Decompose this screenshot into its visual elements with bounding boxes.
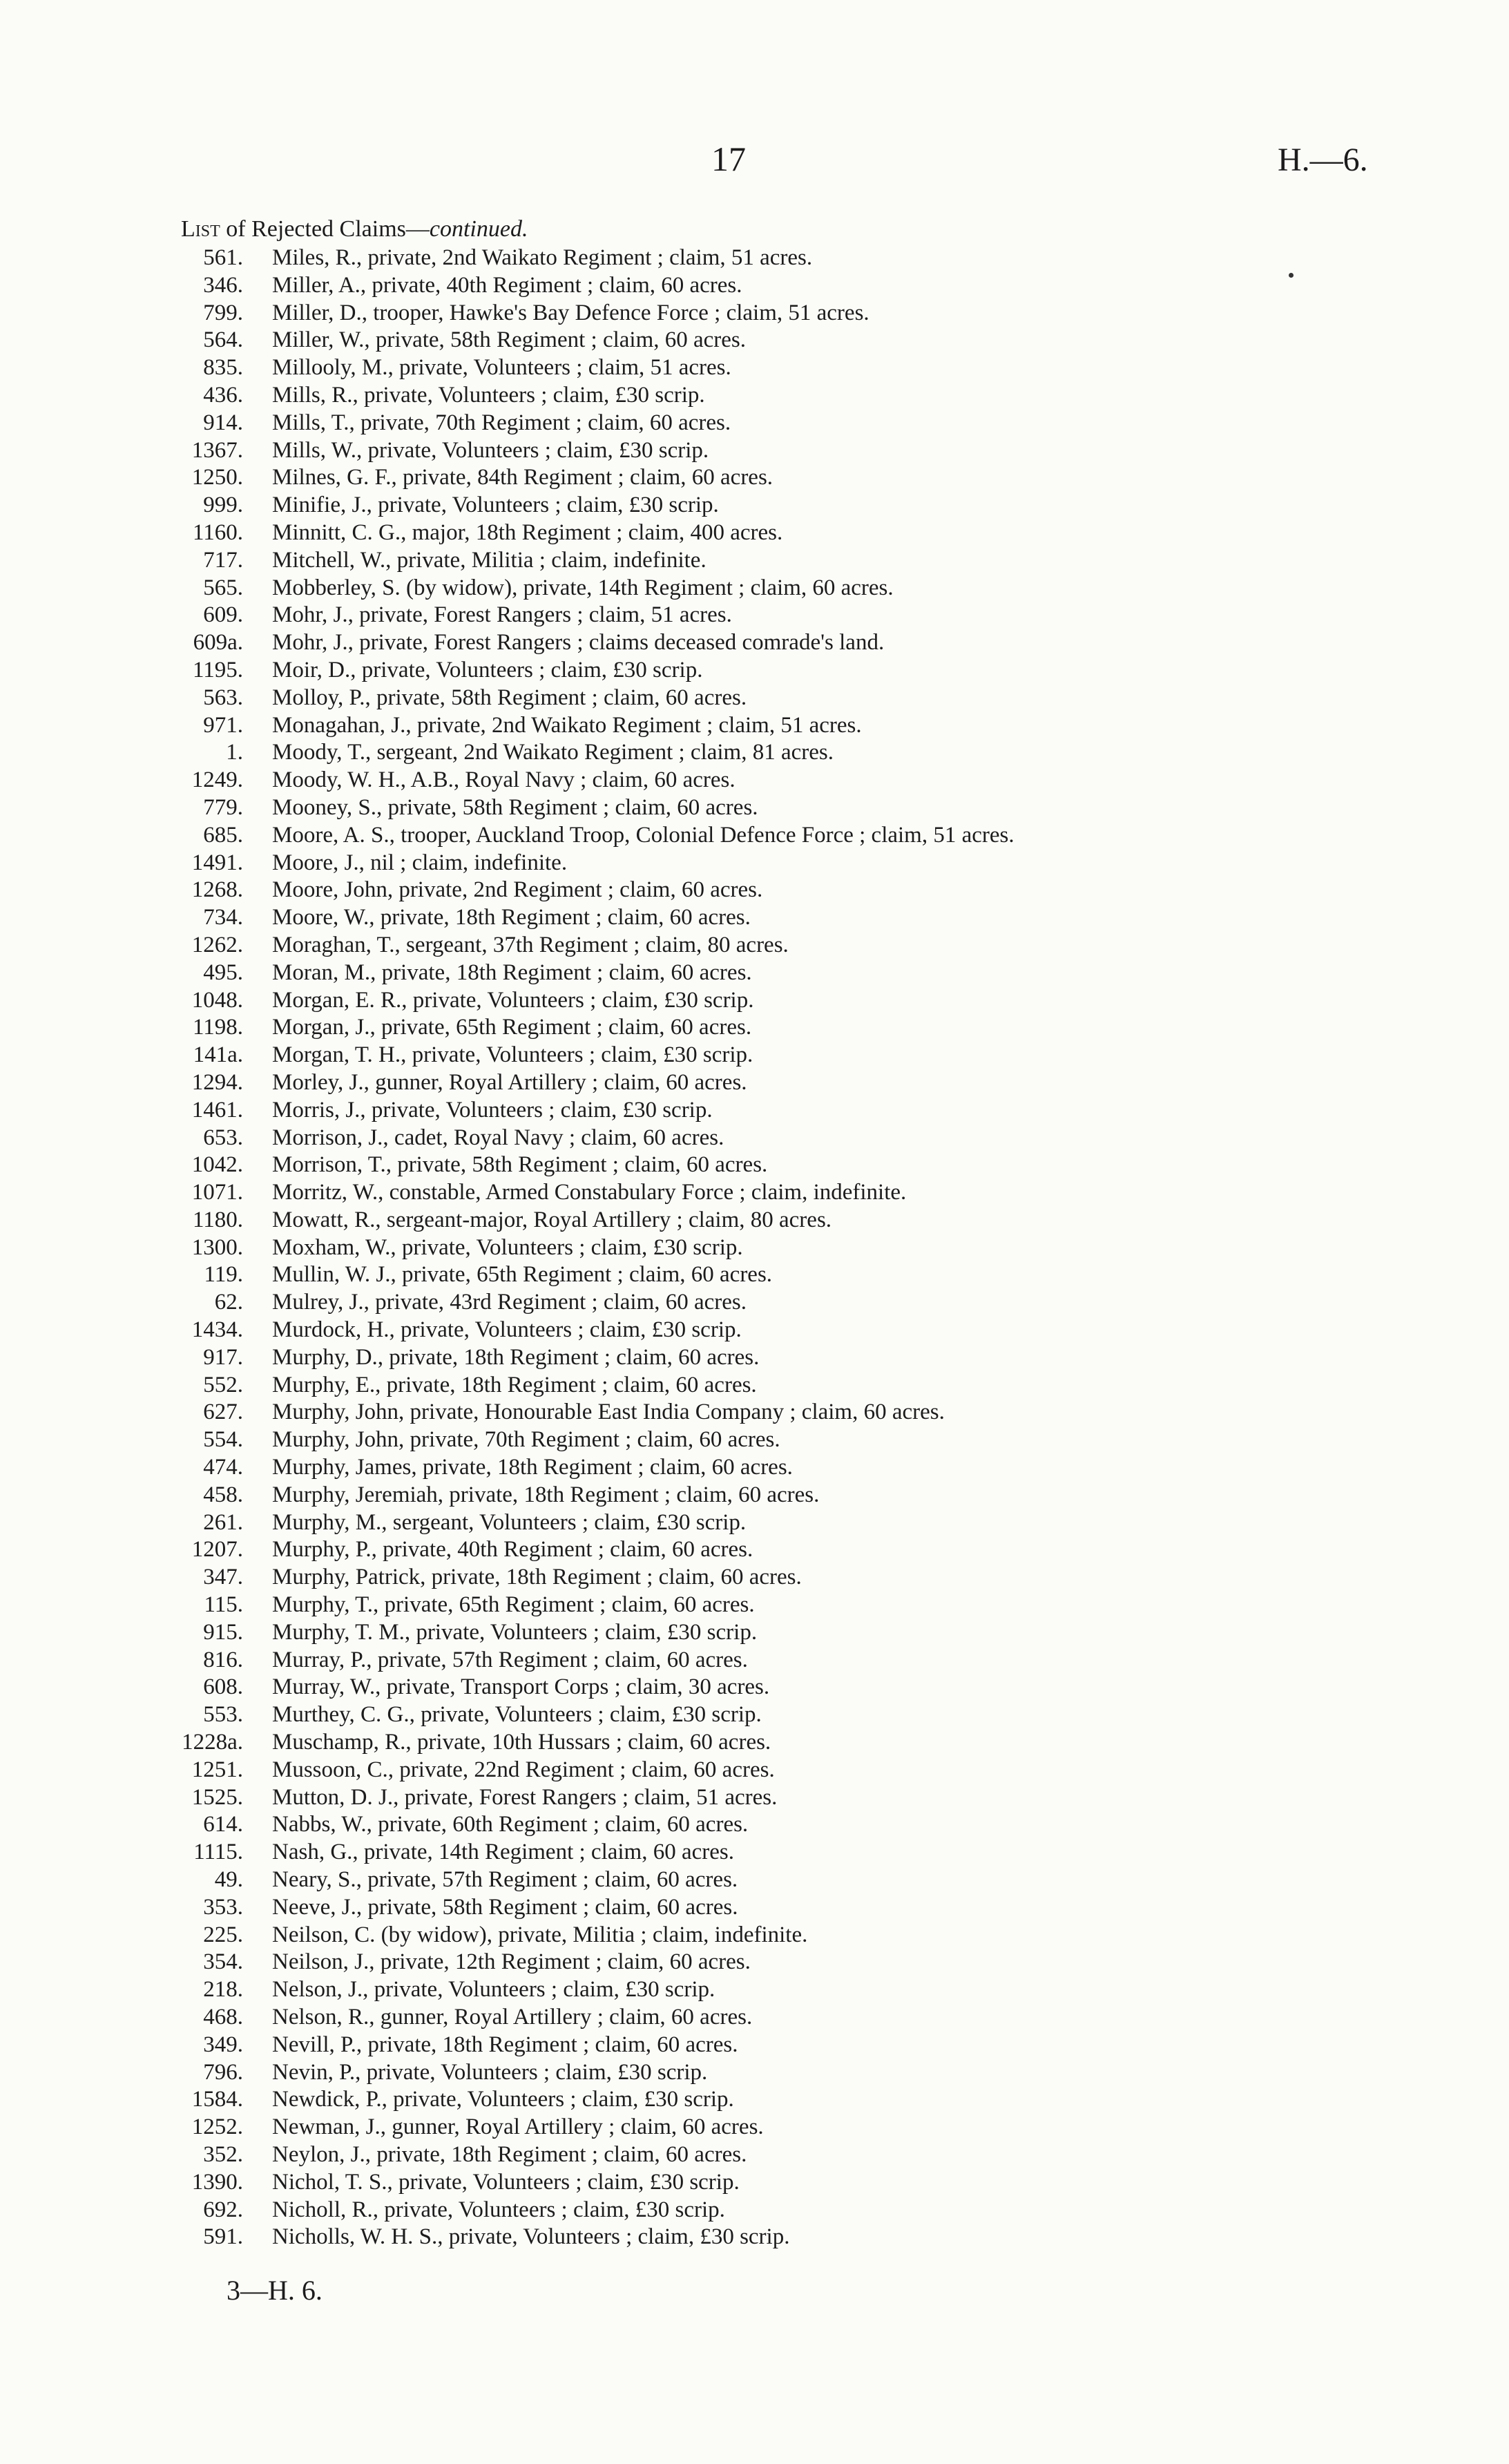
claim-text: Neary, S., private, 57th Regiment ; claim, 60 acres. (272, 1867, 738, 1893)
claim-entry (166, 1592, 1478, 1619)
claim-text: Neeve, J., private, 58th Regiment ; claim, 60 acres. (272, 1894, 738, 1920)
claim-number: 799. (203, 300, 243, 325)
claim-number: 563. (203, 685, 243, 710)
claim-number: 999. (203, 493, 243, 518)
claim-number: 835. (203, 355, 243, 381)
claim-text: Moody, W. H., A.B., Royal Navy ; claim, 60 acres. (272, 767, 736, 793)
claim-entry (166, 959, 1478, 987)
claim-text: Moody, T., sergeant, 2nd Waikato Regiment ; claim, 81 acres. (272, 740, 834, 765)
claim-text: Mulrey, J., private, 43rd Regiment ; claim, 60 acres. (272, 1290, 747, 1315)
claim-text: Murphy, D., private, 18th Regiment ; claim, 60 acres. (272, 1344, 760, 1370)
claim-text: Neylon, J., private, 18th Regiment ; claim, 60 acres. (272, 2141, 747, 2167)
claim-text: Minifie, J., private, Volunteers ; claim, £30 scrip. (272, 493, 719, 518)
claim-entry (166, 794, 1478, 822)
claim-entry (166, 822, 1478, 850)
claim-entry (166, 1701, 1478, 1729)
claim-number: 1252. (191, 2114, 243, 2140)
claim-number: 436. (203, 382, 243, 408)
claim-text: Miller, W., private, 58th Regiment ; claim, 60 acres. (272, 327, 747, 353)
claim-number: 914. (203, 410, 243, 435)
claim-text: Molloy, P., private, 58th Regiment ; claim, 60 acres. (272, 685, 747, 710)
claim-entry (166, 1619, 1478, 1647)
claim-number: 553. (203, 1702, 243, 1728)
claim-entry (166, 1261, 1478, 1289)
claim-number: 349. (203, 2032, 243, 2057)
claim-number: 1198. (192, 1015, 243, 1040)
claim-number: 474. (203, 1455, 243, 1480)
claim-entry (166, 1317, 1478, 1344)
claim-number: 796. (203, 2059, 243, 2085)
claim-number: 353. (203, 1894, 243, 1920)
claim-text: Morrison, T., private, 58th Regiment ; claim, 60 acres. (272, 1152, 768, 1178)
claim-text: Moran, M., private, 18th Regiment ; claim, 60 acres. (272, 959, 752, 985)
list-heading-continued: continued. (429, 216, 528, 242)
claim-text: Nelson, R., gunner, Royal Artillery ; claim, 60 acres. (272, 2005, 753, 2030)
claim-entry (166, 739, 1478, 767)
claim-number: 734. (203, 905, 243, 930)
claim-entry (166, 1729, 1478, 1757)
claim-entry (166, 1042, 1478, 1069)
claim-text: Mills, W., private, Volunteers ; claim, £30 scrip. (272, 437, 709, 463)
claim-entry (166, 1509, 1478, 1537)
claim-entry (166, 2114, 1478, 2141)
claim-entry (166, 547, 1478, 575)
claim-number: 1048. (191, 987, 243, 1013)
claim-entry (166, 2169, 1478, 2197)
claim-number: 1390. (191, 2169, 243, 2195)
claim-text: Murphy, T., private, 65th Regiment ; claim, 60 acres. (272, 1592, 755, 1618)
claim-entry (166, 410, 1478, 437)
claim-entry (166, 1372, 1478, 1400)
claim-text: Mills, T., private, 70th Regiment ; claim, 60 acres. (272, 410, 731, 435)
claim-number: 816. (203, 1647, 243, 1672)
claim-number: 1262. (191, 932, 243, 957)
claim-number: 1249. (191, 767, 243, 793)
claim-entry (166, 1866, 1478, 1894)
claim-text: Moore, John, private, 2nd Regiment ; claim, 60 acres. (272, 877, 763, 903)
claim-text: Murphy, Patrick, private, 18th Regiment ; claim, 60 acres. (272, 1565, 802, 1590)
claim-number: 1160. (192, 519, 243, 545)
claim-number: 1042. (191, 1152, 243, 1178)
claim-text: Morritz, W., constable, Armed Constabulary Force ; claim, indefinite. (272, 1180, 907, 1205)
claim-number: 565. (203, 575, 243, 600)
claim-entry (166, 2224, 1478, 2251)
claim-entry (166, 1207, 1478, 1234)
claim-text: Mills, R., private, Volunteers ; claim, £30 scrip. (272, 382, 705, 408)
claim-number: 1071. (191, 1180, 243, 1205)
claim-entry (166, 1152, 1478, 1179)
claim-entry (166, 1564, 1478, 1592)
claim-entry (166, 1426, 1478, 1454)
claim-text: Nichol, T. S., private, Volunteers ; claim, £30 scrip. (272, 2169, 740, 2195)
list-heading-text: of Rejected Claims— (220, 216, 430, 242)
claim-entry (166, 932, 1478, 959)
claim-entry (166, 382, 1478, 410)
claim-number: 1250. (191, 465, 243, 490)
claim-text: Milnes, G. F., private, 84th Regiment ; claim, 60 acres. (272, 465, 773, 490)
claim-text: Murphy, M., sergeant, Volunteers ; claim, £30 scrip. (272, 1509, 747, 1535)
claim-entry (166, 657, 1478, 685)
claim-number: 1461. (191, 1097, 243, 1123)
claim-number: 653. (203, 1125, 243, 1150)
claim-text: Nevill, P., private, 18th Regiment ; claim, 60 acres. (272, 2032, 738, 2057)
claim-number: 495. (203, 959, 243, 985)
claim-entry (166, 987, 1478, 1015)
claim-entry (166, 1647, 1478, 1674)
claim-number: 458. (203, 1482, 243, 1507)
claim-text: Morris, J., private, Volunteers ; claim, £30 scrip. (272, 1097, 713, 1123)
claim-entry (166, 575, 1478, 602)
claim-text: Nabbs, W., private, 60th Regiment ; claim, 60 acres. (272, 1812, 749, 1837)
claim-number: 554. (203, 1427, 243, 1453)
claim-entry (166, 2086, 1478, 2114)
claim-number: 1207. (191, 1537, 243, 1563)
claim-number: 261. (203, 1509, 243, 1535)
list-heading-lead: List (181, 216, 220, 242)
claim-text: Morgan, T. H., private, Volunteers ; claim, £30 scrip. (272, 1042, 753, 1068)
claim-entry (166, 1234, 1478, 1262)
claim-entry (166, 712, 1478, 740)
claim-text: Nelson, J., private, Volunteers ; claim, £30 scrip. (272, 1977, 715, 2003)
claim-number: 609. (203, 602, 243, 628)
claim-entry (166, 1674, 1478, 1701)
claim-entry (166, 1536, 1478, 1564)
claim-entry (166, 2059, 1478, 2087)
claim-text: Murray, W., private, Transport Corps ; claim, 30 acres. (272, 1674, 770, 1700)
claim-number: 591. (203, 2224, 243, 2250)
claim-text: Morrison, J., cadet, Royal Navy ; claim, 60 acres. (272, 1125, 724, 1150)
claim-number: 352. (203, 2141, 243, 2167)
rejected-claims-list (166, 245, 1478, 2251)
claim-entry (166, 327, 1478, 354)
claim-entry (166, 354, 1478, 382)
claim-number: 115. (204, 1592, 243, 1618)
claim-entry (166, 877, 1478, 904)
claim-entry (166, 1784, 1478, 1812)
claim-text: Moraghan, T., sergeant, 37th Regiment ; claim, 80 acres. (272, 932, 789, 957)
claim-entry (166, 2004, 1478, 2032)
claim-entry (166, 602, 1478, 629)
claim-number: 1251. (191, 1757, 243, 1782)
claim-number: 552. (203, 1372, 243, 1397)
claim-number: 49. (214, 1867, 243, 1893)
claim-number: 915. (203, 1619, 243, 1645)
claim-text: Newdick, P., private, Volunteers ; claim, £30 scrip. (272, 2087, 734, 2112)
claim-text: Moore, W., private, 18th Regiment ; claim, 60 acres. (272, 905, 751, 930)
claim-entry (166, 850, 1478, 877)
claim-text: Mutton, D. J., private, Forest Rangers ; claim, 51 acres. (272, 1784, 778, 1810)
claim-entry (166, 1069, 1478, 1097)
claim-entry (166, 272, 1478, 300)
claim-number: 561. (203, 245, 243, 270)
claim-number: 354. (203, 1949, 243, 1975)
claim-entry (166, 767, 1478, 794)
claim-number: 1584. (191, 2087, 243, 2112)
claim-entry (166, 1839, 1478, 1866)
claim-entry (166, 1399, 1478, 1426)
claim-text: Mowatt, R., sergeant-major, Royal Artillery ; claim, 80 acres. (272, 1207, 832, 1232)
claim-text: Murphy, James, private, 18th Regiment ; claim, 60 acres. (272, 1455, 793, 1480)
claim-text: Murphy, John, private, 70th Regiment ; claim, 60 acres. (272, 1427, 780, 1453)
claim-number: 62. (214, 1290, 243, 1315)
claim-entry (166, 1289, 1478, 1317)
claim-entry (166, 629, 1478, 657)
claim-number: 347. (203, 1565, 243, 1590)
claim-number: 1367. (191, 437, 243, 463)
claim-entry (166, 1949, 1478, 1976)
claim-text: Murphy, T. M., private, Volunteers ; claim, £30 scrip. (272, 1619, 758, 1645)
claim-text: Miller, A., private, 40th Regiment ; claim, 60 acres. (272, 272, 742, 298)
claim-entry (166, 300, 1478, 327)
claim-entry (166, 2141, 1478, 2169)
claim-number: 1268. (191, 877, 243, 903)
claim-text: Monagahan, J., private, 2nd Waikato Regiment ; claim, 51 acres. (272, 712, 862, 738)
claim-text: Newman, J., gunner, Royal Artillery ; claim, 60 acres. (272, 2114, 764, 2140)
claim-entry (166, 464, 1478, 492)
claim-text: Murdock, H., private, Volunteers ; claim, £30 scrip. (272, 1317, 742, 1343)
claim-entry (166, 1097, 1478, 1125)
claim-text: Moir, D., private, Volunteers ; claim, £30 scrip. (272, 657, 703, 682)
claim-entry (166, 437, 1478, 465)
claim-entry (166, 1976, 1478, 2004)
claim-text: Neilson, J., private, 12th Regiment ; claim, 60 acres. (272, 1949, 751, 1975)
claim-number: 1294. (191, 1069, 243, 1095)
claim-text: Murphy, John, private, Honourable East India Company ; claim, 60 acres. (272, 1400, 945, 1425)
claim-text: Mullin, W. J., private, 65th Regiment ; claim, 60 acres. (272, 1262, 773, 1288)
claim-number: 141a. (193, 1042, 243, 1068)
claim-number: 917. (203, 1344, 243, 1370)
claim-text: Mohr, J., private, Forest Rangers ; claims deceased comrade's land. (272, 630, 885, 656)
claim-number: 218. (203, 1977, 243, 2003)
claim-text: Muschamp, R., private, 10th Hussars ; claim, 60 acres. (272, 1730, 771, 1755)
claim-number: 1525. (191, 1784, 243, 1810)
claim-text: Morgan, J., private, 65th Regiment ; claim, 60 acres. (272, 1015, 752, 1040)
claim-number: 1491. (191, 850, 243, 875)
claim-entry (166, 1894, 1478, 1922)
claim-number: 1180. (192, 1207, 243, 1232)
claim-number: 614. (203, 1812, 243, 1837)
claim-entry (166, 2197, 1478, 2224)
claim-text: Mussoon, C., private, 22nd Regiment ; claim, 60 acres. (272, 1757, 775, 1782)
claim-number: 692. (203, 2197, 243, 2222)
page-code: H.—6. (1278, 142, 1368, 178)
claim-text: Murphy, P., private, 40th Regiment ; claim, 60 acres. (272, 1537, 753, 1563)
claim-text: Mohr, J., private, Forest Rangers ; claim, 51 acres. (272, 602, 732, 628)
claim-text: Nash, G., private, 14th Regiment ; claim, 60 acres. (272, 1840, 734, 1865)
claim-entry (166, 1811, 1478, 1839)
claim-entry (166, 1014, 1478, 1042)
claim-text: Mobberley, S. (by widow), private, 14th Regiment ; claim, 60 acres. (272, 575, 894, 600)
claim-text: Nicholl, R., private, Volunteers ; claim, £30 scrip. (272, 2197, 725, 2222)
claim-entry (166, 1757, 1478, 1784)
list-heading (181, 216, 528, 243)
claim-number: 971. (203, 712, 243, 738)
claim-number: 685. (203, 822, 243, 848)
claim-number: 717. (203, 547, 243, 573)
page-number: 17 (711, 140, 746, 178)
claim-text: Mitchell, W., private, Militia ; claim, indefinite. (272, 547, 707, 573)
claim-number: 1434. (191, 1317, 243, 1343)
claim-entry (166, 245, 1478, 272)
claim-number: 627. (203, 1400, 243, 1425)
claim-number: 1228a. (182, 1730, 243, 1755)
claim-entry (166, 519, 1478, 547)
claim-number: 609a. (193, 630, 243, 656)
claim-entry (166, 492, 1478, 519)
claim-text: Morgan, E. R., private, Volunteers ; claim, £30 scrip. (272, 987, 754, 1013)
claim-text: Murphy, Jeremiah, private, 18th Regiment ; claim, 60 acres. (272, 1482, 820, 1507)
claim-text: Miles, R., private, 2nd Waikato Regiment ; claim, 51 acres. (272, 245, 813, 270)
claim-number: 564. (203, 327, 243, 353)
claim-text: Nevin, P., private, Volunteers ; claim, £30 scrip. (272, 2059, 708, 2085)
claim-text: Miller, D., trooper, Hawke's Bay Defence Force ; claim, 51 acres. (272, 300, 869, 325)
claim-number: 346. (203, 272, 243, 298)
claim-entry (166, 1179, 1478, 1207)
claim-number: 468. (203, 2005, 243, 2030)
claim-entry (166, 1344, 1478, 1372)
claim-number: 119. (204, 1262, 243, 1288)
claim-number: 1195. (192, 657, 243, 682)
claim-entry (166, 685, 1478, 712)
claim-entry (166, 1454, 1478, 1482)
claim-text: Moxham, W., private, Volunteers ; claim, £30 scrip. (272, 1234, 743, 1260)
claim-text: Morley, J., gunner, Royal Artillery ; claim, 60 acres. (272, 1069, 747, 1095)
claim-entry (166, 904, 1478, 932)
claim-entry (166, 1125, 1478, 1152)
claim-number: 225. (203, 1922, 243, 1947)
claim-text: Nicholls, W. H. S., private, Volunteers ; claim, £30 scrip. (272, 2224, 790, 2250)
claim-text: Minnitt, C. G., major, 18th Regiment ; claim, 400 acres. (272, 519, 783, 545)
claim-text: Neilson, C. (by widow), private, Militia ; claim, indefinite. (272, 1922, 808, 1947)
claim-text: Murray, P., private, 57th Regiment ; claim, 60 acres. (272, 1647, 748, 1672)
claim-text: Millooly, M., private, Volunteers ; claim, 51 acres. (272, 355, 731, 381)
claim-text: Murthey, C. G., private, Volunteers ; claim, £30 scrip. (272, 1702, 762, 1728)
claim-text: Moore, A. S., trooper, Auckland Troop, Colonial Defence Force ; claim, 51 acres. (272, 822, 1015, 848)
claim-number: 608. (203, 1674, 243, 1700)
claim-text: Murphy, E., private, 18th Regiment ; claim, 60 acres. (272, 1372, 757, 1397)
claim-text: Moore, J., nil ; claim, indefinite. (272, 850, 568, 875)
claim-entry (166, 1922, 1478, 1949)
claim-number: 1. (226, 740, 243, 765)
claim-number: 779. (203, 794, 243, 820)
claim-text: Mooney, S., private, 58th Regiment ; claim, 60 acres. (272, 794, 758, 820)
claim-number: 1115. (193, 1840, 243, 1865)
claim-entry (166, 2032, 1478, 2059)
signature-mark: 3—H. 6. (227, 2275, 323, 2306)
claim-entry (166, 1482, 1478, 1509)
claim-number: 1300. (191, 1234, 243, 1260)
